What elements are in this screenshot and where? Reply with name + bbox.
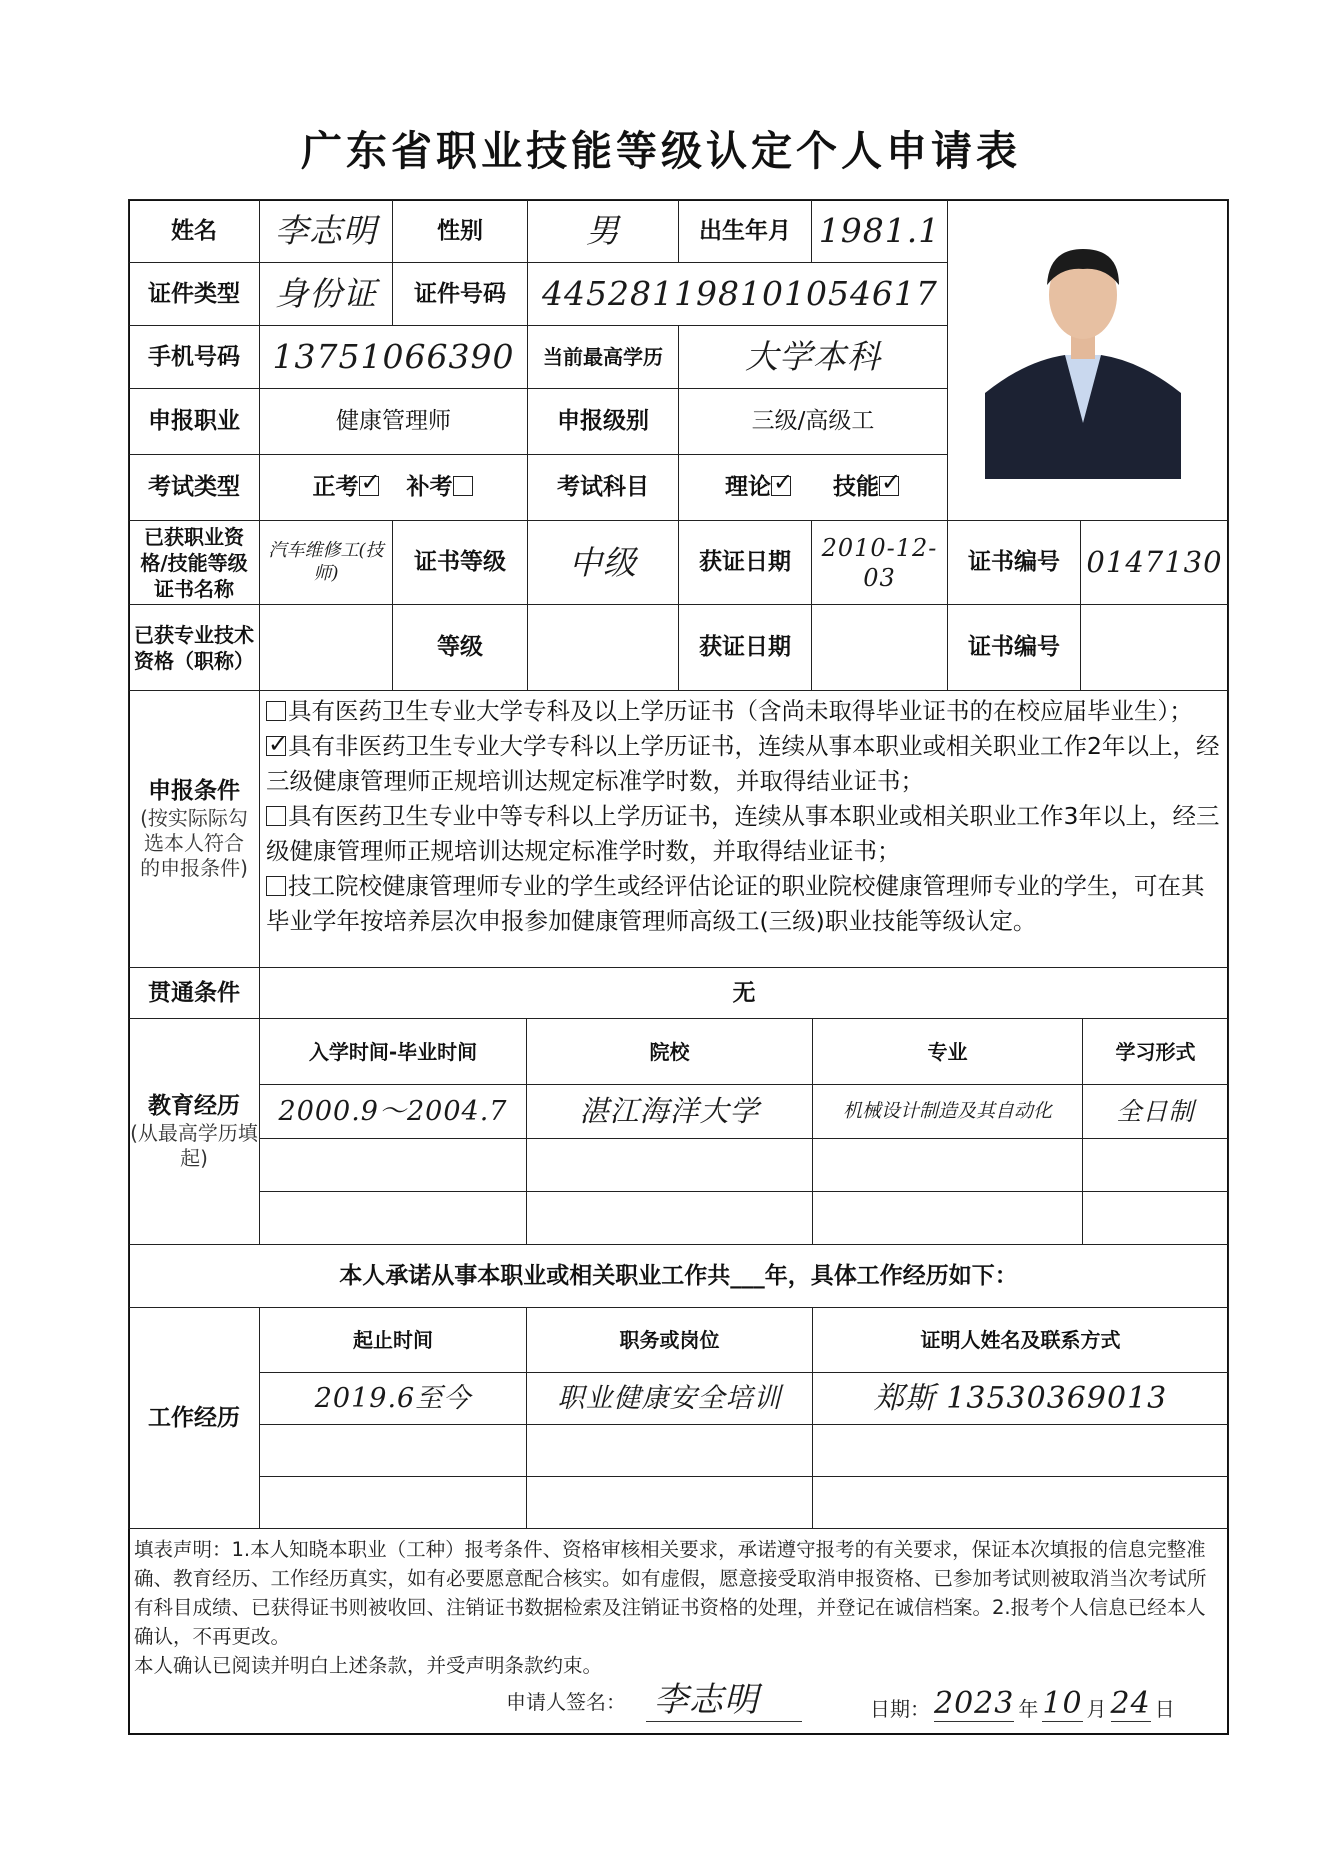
condition-text: 具有医药卫生专业中等专科以上学历证书，连续从事本职业或相关职业工作3年以上，经三级健康管理师正规培训达规定标准学时数，并取得结业证书； — [266, 802, 1220, 865]
work-label: 工作经历 — [128, 1307, 260, 1529]
education-label: 当前最高学历 — [527, 325, 679, 389]
declaration-text: 填表声明：1.本人知晓本职业（工种）报考条件、资格审核相关要求，承诺遵守报考的有关要求，保证本次填报的信息完整准确、教育经历、工作经历真实，如有必要愿意配合核实。如有虚假，愿意接受取消申报资格、已参加考试则被取消当次考试所有科目成绩、已获得证书则被收回、注销证书数据检索及注销证书资格的处理，并登记在诚信档案。2.报考个人信息已经本人确认，不再更改。 — [134, 1538, 1207, 1648]
condition-text: 技工院校健康管理师专业的学生或经评估论证的职业院校健康管理师专业的学生，可在其毕业学年按培养层次申报参加健康管理师高级工(三级)职业技能等级认定。 — [266, 872, 1205, 935]
edu-time-header: 入学时间-毕业时间 — [259, 1018, 527, 1085]
id-type-label: 证件类型 — [128, 262, 260, 326]
edu-school-cell[interactable] — [526, 1191, 813, 1245]
grade-value[interactable] — [527, 604, 679, 691]
edu-form-cell[interactable]: 全日制 — [1082, 1084, 1229, 1139]
work-time-cell[interactable] — [259, 1424, 527, 1477]
exam-regular-checkbox[interactable] — [359, 476, 379, 496]
obtained-cert-value[interactable]: 汽车维修工(技师) — [259, 520, 393, 605]
work-reference-header: 证明人姓名及联系方式 — [812, 1307, 1229, 1373]
cert-no-value[interactable]: 0147130 — [1080, 520, 1229, 605]
exam-subject-options — [678, 454, 948, 521]
gender-label: 性别 — [392, 199, 528, 263]
obtained-title-value[interactable] — [259, 604, 393, 691]
edu-note: (从最高学历填起) — [130, 1120, 258, 1170]
exam-regular-option[interactable] — [313, 473, 381, 502]
name-label: 姓名 — [128, 199, 260, 263]
exam-makeup-option[interactable] — [407, 473, 475, 502]
condition-item[interactable] — [266, 799, 1220, 869]
conditions-label-cell — [128, 690, 260, 968]
subject-theory-label: 理论 — [725, 474, 771, 501]
edu-major-cell[interactable] — [812, 1138, 1083, 1192]
work-position-cell[interactable] — [526, 1476, 813, 1529]
grade-label: 等级 — [392, 604, 528, 691]
edu-label: 教育经历 — [148, 1093, 240, 1120]
edu-school-cell[interactable] — [526, 1138, 813, 1192]
conditions-list — [260, 690, 1226, 967]
name-value[interactable]: 李志明 — [259, 199, 393, 263]
condition-item[interactable] — [266, 869, 1220, 939]
obtained-title-label: 已获专业技术资格（职称） — [128, 604, 260, 691]
title-no-value[interactable] — [1080, 604, 1229, 691]
exam-type-label: 考试类型 — [128, 454, 260, 521]
condition-checkbox[interactable] — [266, 806, 286, 826]
edu-school-cell[interactable]: 湛江海洋大学 — [526, 1084, 813, 1139]
date-day-unit: 日 — [1154, 1697, 1175, 1721]
applicant-photo — [985, 233, 1181, 479]
edu-label-cell — [128, 1018, 260, 1245]
condition-checkbox[interactable] — [266, 736, 286, 756]
exam-subject-label: 考试科目 — [527, 454, 679, 521]
edu-time-cell[interactable] — [259, 1191, 527, 1245]
title-no-label: 证书编号 — [947, 604, 1081, 691]
work-reference-cell[interactable]: 郑斯 13530369013 — [812, 1372, 1229, 1425]
cert-no-label: 证书编号 — [947, 520, 1081, 605]
id-no-label: 证件号码 — [392, 262, 528, 326]
date-year-unit: 年 — [1018, 1697, 1039, 1721]
work-time-cell[interactable] — [259, 1476, 527, 1529]
edu-form-header: 学习形式 — [1082, 1018, 1229, 1085]
declaration-block — [130, 1535, 1226, 1680]
subject-skill-label: 技能 — [833, 474, 879, 501]
date-line — [870, 1686, 1175, 1722]
form-title: 广东省职业技能等级认定个人申请表 — [301, 127, 1021, 175]
work-time-cell[interactable]: 2019.6至今 — [259, 1372, 527, 1425]
subject-theory-option[interactable] — [725, 473, 793, 502]
edu-school-header: 院校 — [526, 1018, 813, 1085]
occupation-value[interactable]: 健康管理师 — [259, 388, 528, 455]
id-type-value[interactable]: 身份证 — [259, 262, 393, 326]
date-day[interactable]: 24 — [1110, 1686, 1151, 1721]
occupation-label: 申报职业 — [128, 388, 260, 455]
cert-date-label: 获证日期 — [678, 520, 812, 605]
subject-skill-option[interactable] — [833, 473, 901, 502]
exam-makeup-label: 补考 — [406, 474, 453, 501]
condition-checkbox[interactable] — [266, 701, 286, 721]
date-year[interactable]: 2023 — [934, 1686, 1015, 1721]
conditions-note: (按实际际勾选本人符合的申报条件) — [140, 805, 248, 880]
edu-time-cell[interactable]: 2000.9～2004.7 — [259, 1084, 527, 1139]
edu-major-cell[interactable] — [812, 1191, 1083, 1245]
cert-level-label: 证书等级 — [392, 520, 528, 605]
level-value[interactable]: 三级/高级工 — [678, 388, 948, 455]
edu-major-cell[interactable]: 机械设计制造及其自动化 — [812, 1084, 1083, 1139]
condition-checkbox[interactable] — [266, 876, 286, 896]
id-no-value[interactable]: 445281198101054617 — [527, 262, 948, 326]
cert-date-value[interactable]: 2010-12-03 — [811, 520, 948, 605]
work-position-cell[interactable]: 职业健康安全培训 — [526, 1372, 813, 1425]
gender-value[interactable]: 男 — [527, 199, 679, 263]
through-value[interactable]: 无 — [259, 967, 1229, 1019]
condition-text: 具有非医药卫生专业大学专科以上学历证书，连续从事本职业或相关职业工作2年以上，经三级健康管理师正规培训达规定标准学时数，并取得结业证书； — [266, 732, 1220, 795]
condition-item[interactable] — [266, 694, 1220, 729]
condition-item[interactable] — [266, 729, 1220, 799]
subject-skill-checkbox[interactable] — [879, 476, 899, 496]
sign-label: 申请人签名： — [506, 1690, 626, 1714]
birth-value[interactable]: 1981.1 — [811, 199, 948, 263]
phone-value[interactable]: 13751066390 — [259, 325, 528, 389]
title-date-value[interactable] — [811, 604, 948, 691]
cert-level-value[interactable]: 中级 — [527, 520, 679, 605]
obtained-cert-label: 已获职业资格/技能等级证书名称 — [128, 520, 260, 605]
edu-major-header: 专业 — [812, 1018, 1083, 1085]
work-position-cell[interactable] — [526, 1424, 813, 1477]
declaration-confirm: 本人确认已阅读并明白上述条款，并受声明条款约束。 — [134, 1654, 603, 1677]
work-reference-cell[interactable] — [812, 1424, 1229, 1477]
exam-makeup-checkbox[interactable] — [453, 476, 473, 496]
work-reference-cell[interactable] — [812, 1476, 1229, 1529]
date-month-unit: 月 — [1086, 1697, 1107, 1721]
edu-time-cell[interactable] — [259, 1138, 527, 1192]
date-month[interactable]: 10 — [1042, 1686, 1083, 1721]
condition-text: 具有医药卫生专业大学专科及以上学历证书（含尚未取得毕业证书的在校应届毕业生）； — [288, 697, 1193, 725]
title-date-label: 获证日期 — [678, 604, 812, 691]
work-time-header: 起止时间 — [259, 1307, 527, 1373]
conditions-label: 申报条件 — [148, 778, 240, 805]
subject-theory-checkbox[interactable] — [771, 476, 791, 496]
work-pledge: 本人承诺从事本职业或相关职业工作共___年，具体工作经历如下： — [128, 1244, 1229, 1308]
date-label: 日期： — [870, 1697, 930, 1721]
level-label: 申报级别 — [527, 388, 679, 455]
applicant-signature[interactable]: 李志明 — [646, 1672, 802, 1722]
birth-label: 出生年月 — [678, 199, 812, 263]
phone-label: 手机号码 — [128, 325, 260, 389]
exam-regular-label: 正考 — [312, 474, 359, 501]
edu-form-cell[interactable] — [1082, 1191, 1229, 1245]
edu-form-cell[interactable] — [1082, 1138, 1229, 1192]
through-label: 贯通条件 — [128, 967, 260, 1019]
education-value[interactable]: 大学本科 — [678, 325, 948, 389]
work-position-header: 职务或岗位 — [526, 1307, 813, 1373]
exam-type-options — [259, 454, 528, 521]
